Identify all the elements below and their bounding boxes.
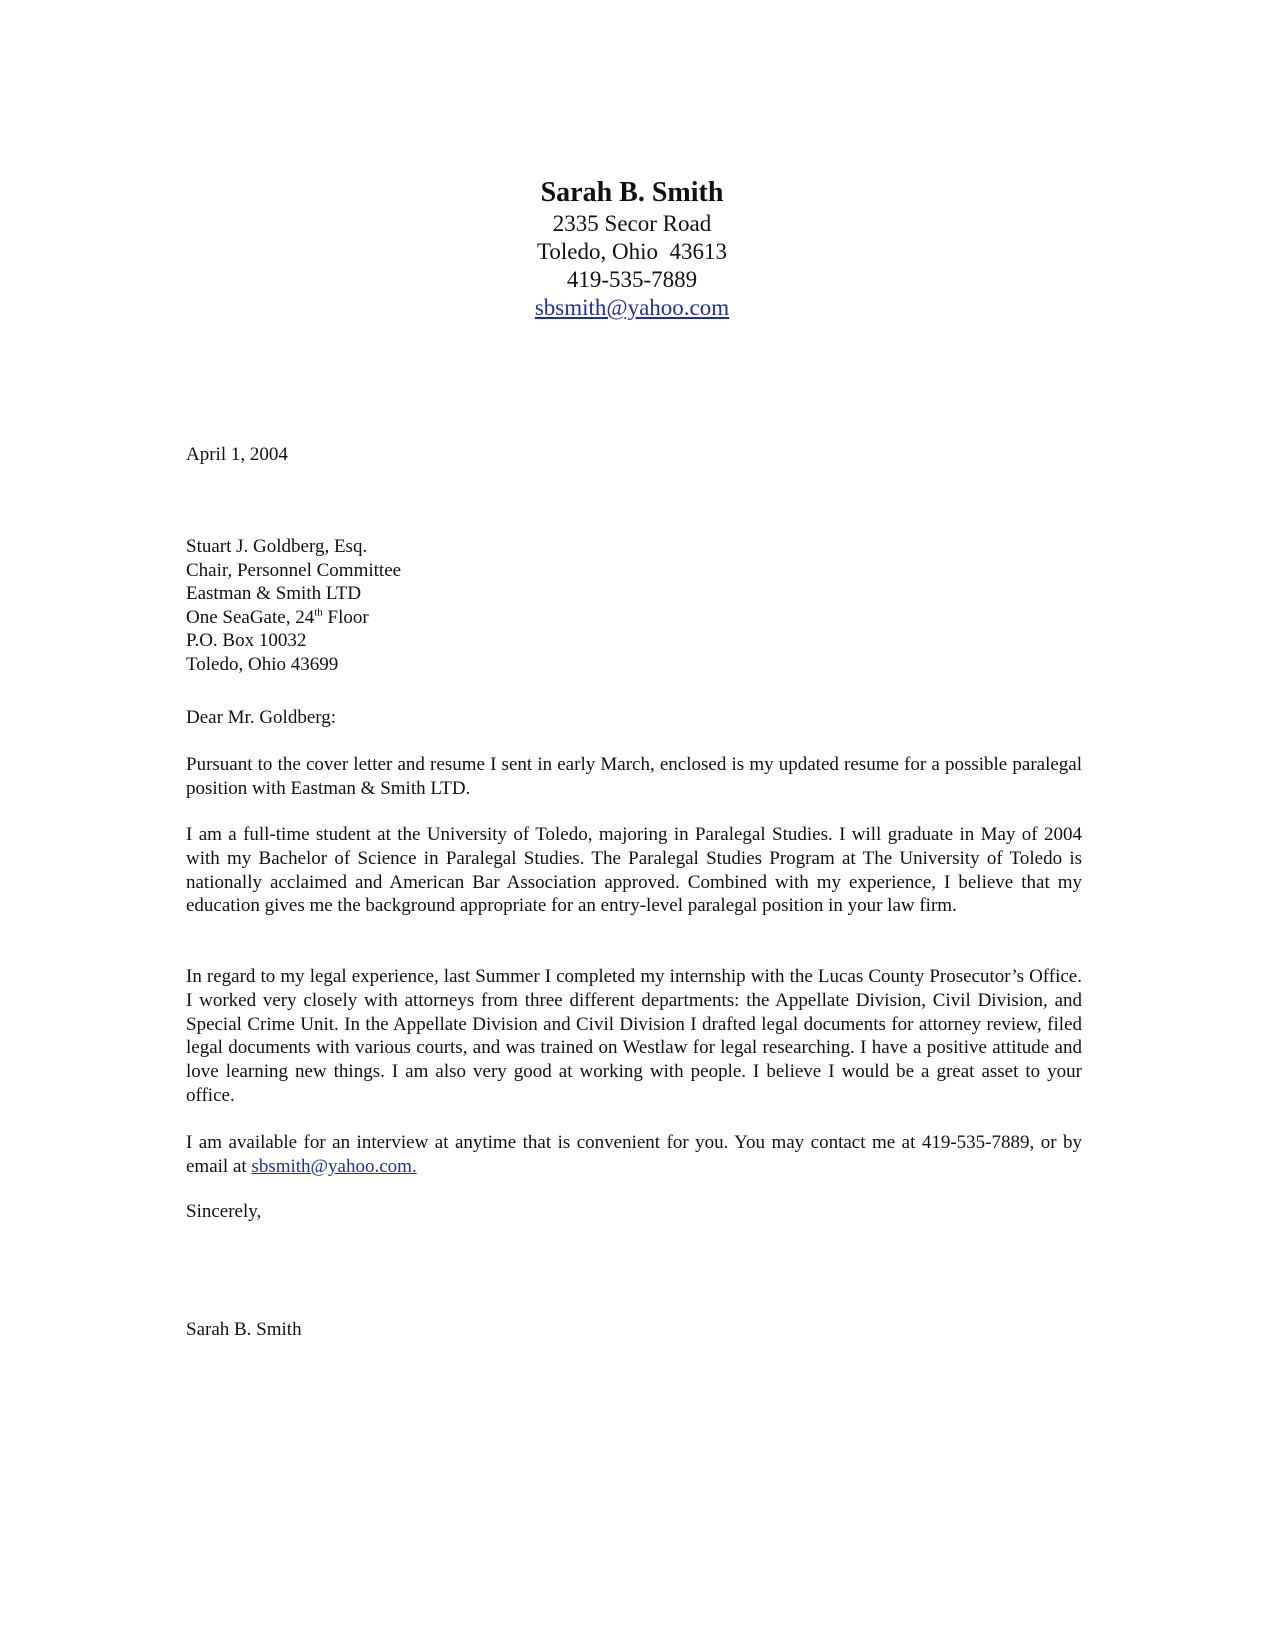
letterhead bbox=[0, 176, 1264, 322]
sender-address-line1: 2335 Secor Road bbox=[552, 211, 712, 236]
salutation: Dear Mr. Goldberg: bbox=[186, 707, 337, 728]
recipient-street bbox=[186, 606, 401, 630]
paragraph-intro: Pursuant to the cover letter and resume I sent in early March, enclosed is my updated resume for a possible paralegal position with Eastman & Smith LTD. bbox=[186, 754, 1082, 799]
signature: Sarah B. Smith bbox=[186, 1319, 302, 1340]
sender-email-link[interactable]: sbsmith@yahoo.com bbox=[534, 295, 730, 320]
paragraph-contact bbox=[186, 1131, 1082, 1179]
sender-phone: 419-535-7889 bbox=[566, 267, 698, 292]
paragraph-experience: In regard to my legal experience, last Summer I completed my internship with the Lucas County Prosecutor’s Office. I worked very closely with attorneys from three different departments: the Appellate Division, Civil Division, and Special Crime Unit. In the Appellate Division and Civil Division I drafted legal documents for attorney review, filed legal documents with various courts, and was trained on Westlaw for legal researching. I have a positive attitude and love learning new things. I am also very good at working with people. I believe I would be a great asset to your office. bbox=[186, 966, 1082, 1106]
recipient-street-ordinal: th bbox=[314, 606, 323, 619]
sender-email-line bbox=[0, 294, 1264, 322]
contact-email-link[interactable]: sbsmith@yahoo.com. bbox=[251, 1155, 417, 1177]
sender-address-line2 bbox=[0, 238, 1264, 266]
recipient-title: Chair, Personnel Committee bbox=[186, 559, 402, 581]
closing: Sincerely, bbox=[186, 1201, 262, 1222]
recipient-city: Toledo, Ohio 43699 bbox=[186, 653, 339, 675]
letter-date: April 1, 2004 bbox=[186, 444, 288, 465]
contact-text: I am available for an interview at anytime that is convenient for you. You may contact me at 419-535-7889, or by email at bbox=[186, 1132, 1082, 1177]
recipient-company: Eastman & Smith LTD bbox=[186, 583, 362, 604]
sender-name: Sarah B. Smith bbox=[540, 177, 724, 208]
recipient-street-prefix: One SeaGate, 24 bbox=[186, 606, 315, 628]
recipient-address bbox=[186, 535, 401, 676]
sender-city: Toledo, Ohio 43613 bbox=[536, 239, 728, 264]
recipient-po-box: P.O. Box 10032 bbox=[186, 630, 307, 651]
recipient-street-suffix: Floor bbox=[322, 606, 369, 628]
paragraph-education: I am a full-time student at the University of Toledo, majoring in Paralegal Studies. I will graduate in May of 2004 with my Bachelor of Science in Paralegal Studies. The Paralegal Studies Program at The University of Toledo is nationally acclaimed and American Bar Association approved. Combined with my experience, I believe that my education gives me the background appropriate for an entry-level paralegal position in your law firm. bbox=[186, 824, 1082, 917]
recipient-name: Stuart J. Goldberg, Esq. bbox=[186, 536, 368, 557]
